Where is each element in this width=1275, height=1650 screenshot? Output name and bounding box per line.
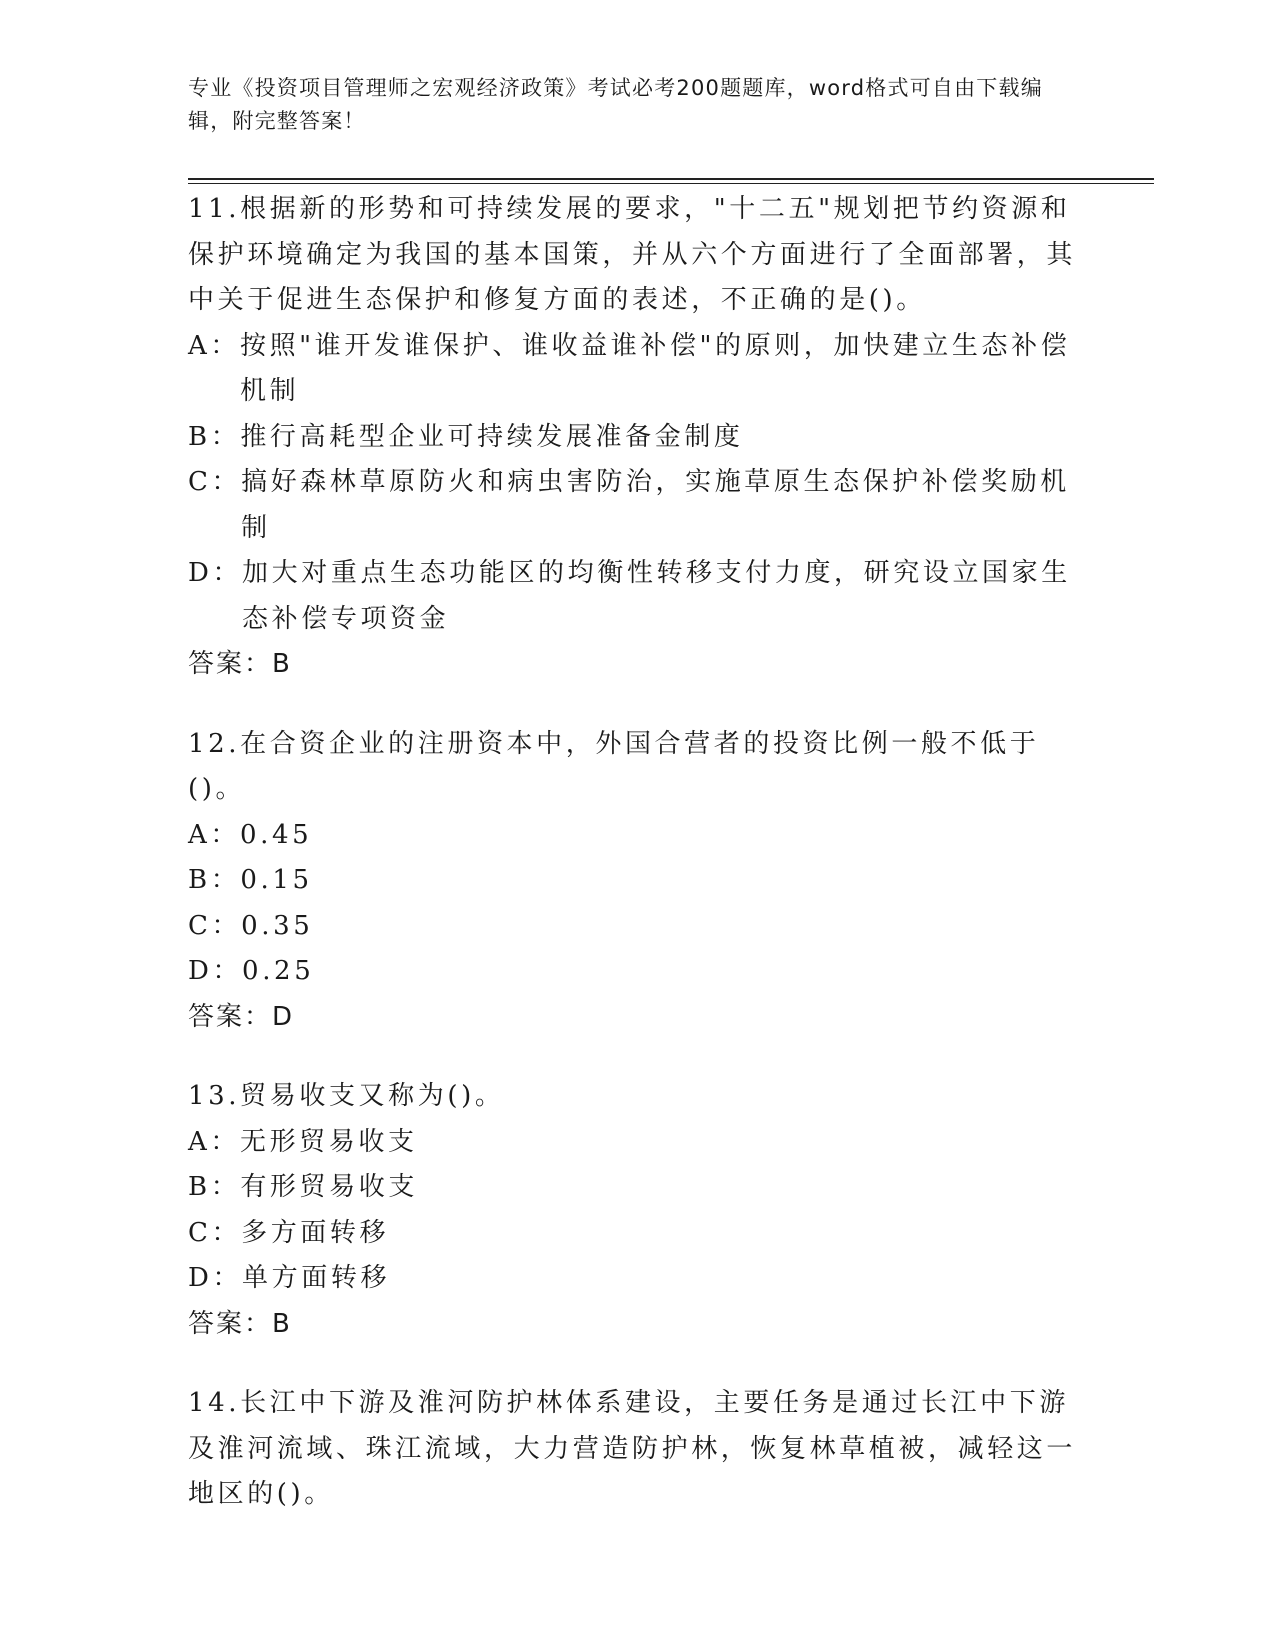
- option-text: 单方面转移: [242, 1263, 391, 1293]
- option-d: [188, 1256, 1088, 1302]
- question-text: 11.根据新的形势和可持续发展的要求，"十二五"规划把节约资源和保护环境确定为我国的基本国策，并从六个方面进行了全面部署，其中关于促进生态保护和修复方面的表述，不正确的是()。: [188, 194, 1077, 315]
- option-text: 0.45: [239, 819, 313, 850]
- header-divider-thick: [188, 178, 1154, 180]
- question-12: [188, 722, 1088, 1041]
- option-a: [188, 813, 1088, 859]
- option-text: 无形贸易收支: [239, 1126, 418, 1157]
- option-text: 0.15: [240, 865, 313, 895]
- question-text: 14.长江中下游及淮河防护林体系建设，主要任务是通过长江中下游及淮河流域、珠江流域，大力营造防护林，恢复林草植被，减轻这一地区的()。: [188, 1388, 1077, 1509]
- answer-line: 答案：D: [188, 1001, 295, 1032]
- question-text: 13.贸易收支又称为()。: [188, 1081, 505, 1111]
- option-b: [188, 415, 1088, 461]
- question-11: [188, 187, 1088, 688]
- answer-line: 答案：B: [188, 1308, 292, 1339]
- option-text: 多方面转移: [241, 1217, 390, 1248]
- option-letter: B：: [188, 1172, 241, 1202]
- option-c: [188, 1211, 1088, 1257]
- option-text: 加大对重点生态功能区的均衡性转移支付力度，研究设立国家生态补偿专项资金: [242, 558, 1071, 634]
- answer-line: 答案：B: [188, 649, 292, 679]
- question-list: [188, 187, 1088, 1552]
- option-letter: A：: [188, 1126, 240, 1157]
- option-text: 0.25: [242, 956, 315, 986]
- option-letter: C：: [188, 910, 242, 941]
- option-letter: A：: [188, 330, 240, 361]
- option-text: 推行高耗型企业可持续发展准备金制度: [240, 421, 744, 452]
- question-text: 12.在合资企业的注册资本中，外国合营者的投资比例一般不低于()。: [188, 728, 1040, 804]
- question-13: [188, 1074, 1088, 1347]
- option-text: 按照"谁开发谁保护、谁收益谁补偿"的原则，加快建立生态补偿机制: [239, 330, 1071, 406]
- option-letter: C：: [188, 467, 242, 497]
- option-letter: D：: [188, 558, 243, 588]
- option-text: 有形贸易收支: [240, 1172, 418, 1202]
- option-letter: B：: [188, 421, 241, 452]
- option-letter: B：: [188, 865, 241, 895]
- option-letter: D：: [188, 1263, 243, 1293]
- option-a: [188, 324, 1088, 415]
- option-d: [188, 949, 1088, 995]
- option-d: [188, 551, 1088, 642]
- question-14: [188, 1381, 1088, 1518]
- option-letter: A：: [188, 819, 240, 850]
- option-b: [188, 1165, 1088, 1211]
- option-text: 0.35: [241, 910, 314, 941]
- option-letter: C：: [188, 1217, 242, 1248]
- option-c: [188, 904, 1088, 950]
- document-header: 专业《投资项目管理师之宏观经济政策》考试必考200题题库，word格式可自由下载编辑，附完整答案！: [188, 76, 1043, 133]
- option-a: [188, 1120, 1088, 1166]
- header-divider-thin: [188, 183, 1154, 184]
- option-text: 搞好森林草原防火和病虫害防治，实施草原生态保护补偿奖励机制: [241, 467, 1070, 543]
- option-letter: D：: [188, 956, 243, 986]
- option-c: [188, 460, 1088, 551]
- option-b: [188, 858, 1088, 904]
